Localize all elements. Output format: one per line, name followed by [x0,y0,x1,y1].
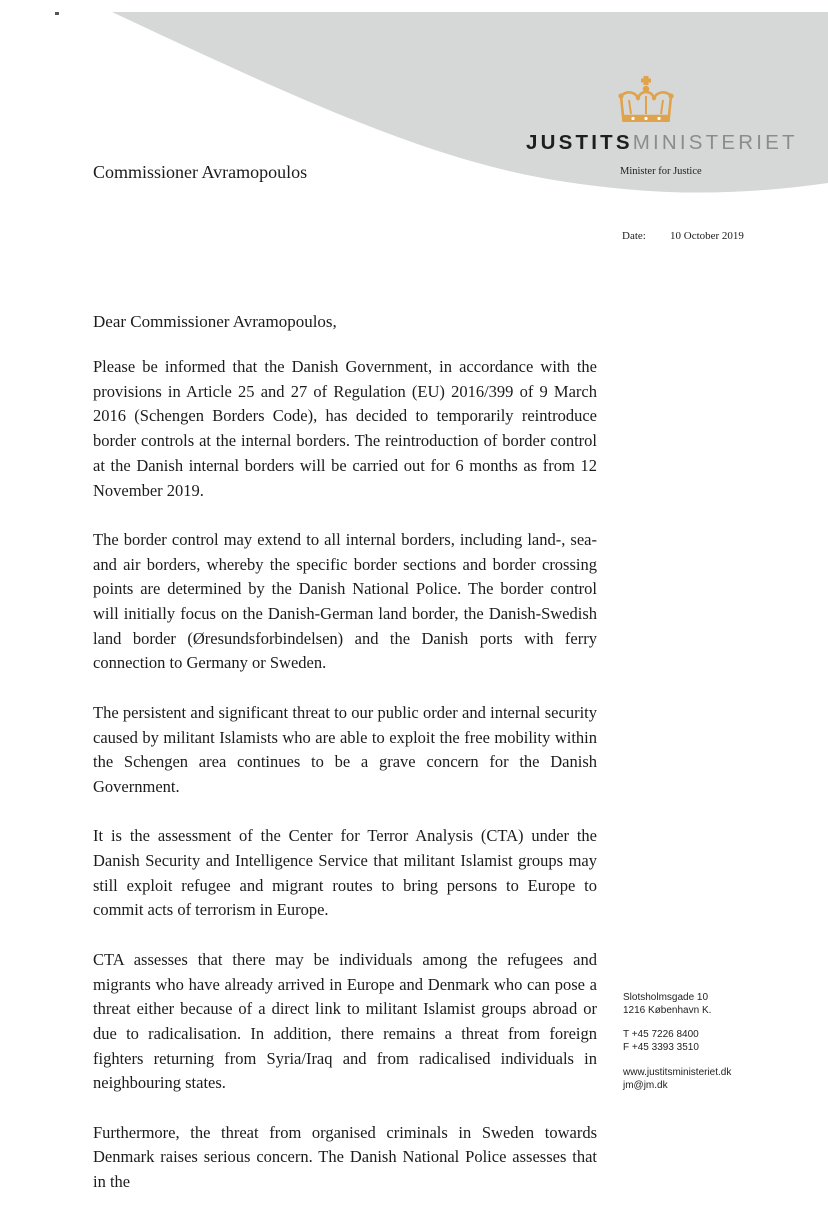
recipient: Commissioner Avramopoulos [93,162,308,182]
contact-address [623,991,711,1017]
date-row [622,230,744,242]
contact-phone-block [623,1028,699,1054]
address-city: 1216 København K. [623,1005,712,1016]
crown-icon [617,76,675,128]
fax-number: F +45 3393 3510 [623,1042,699,1053]
ministry-logo [526,131,798,155]
website-link[interactable]: www.justitsministeriet.dk [623,1067,732,1078]
email-link[interactable]: jm@jm.dk [623,1080,668,1091]
paragraph: CTA assesses that there may be individuals among the refugees and migrants who have already arrived in Europe and Denmark who can pose a threat either because of a direct link to militant Islamist groups abroad or due to radicalisation. In addition, there remains a threat from foreign fighters returning from Syria/Iraq and from radicalised individuals in neighbouring states. [93,949,597,1093]
contact-web-block [623,1066,731,1092]
date-value: 10 October 2019 [670,230,744,242]
letter-body [93,355,597,1220]
date-label: Date: [622,230,646,242]
paragraph: The border control may extend to all internal borders, including land-, sea- and air borders, whereby the specific border sections and border crossing points are determined by the Danish National Police. The border control will initially focus on the Danish-German land border, the Danish-Swedish land border (Øresundsforbindelsen) and the Danish ports with ferry connection to Germany or Sweden. [93,529,597,673]
phone-number: T +45 7226 8400 [623,1029,699,1040]
address-street: Slotsholmsgade 10 [623,992,709,1003]
logo-text-part2: MINISTERIET [632,131,798,154]
paragraph: The persistent and significant threat to our public order and internal security caused by militant Islamists who are able to exploit the free mobility within the Schengen area continues to be a grave concern for the Danish Government. [93,702,597,796]
paragraph: It is the assessment of the Center for Terror Analysis (CTA) under the Danish Security and Intelligence Service that militant Islamist groups may still exploit refugee and migrant routes to bring persons to Europe to commit acts of terrorism in Europe. [93,826,597,920]
ministry-subtitle: Minister for Justice [620,166,702,177]
salutation: Dear Commissioner Avramopoulos, [93,312,337,331]
paragraph: Furthermore, the threat from organised criminals in Sweden towards Denmark raises serious concern. The Danish National Police assesses that in the [93,1122,597,1192]
paragraph: Please be informed that the Danish Government, in accordance with the provisions in Article 25 and 27 of Regulation (EU) 2016/399 of 9 March 2016 (Schengen Borders Code), has decided to temporarily reintroduce border controls at the internal borders. The reintroduction of border control at the Danish internal borders will be carried out for 6 months as from 12 November 2019. [93,357,597,500]
logo-text-part1: JUSTITS [526,131,633,154]
